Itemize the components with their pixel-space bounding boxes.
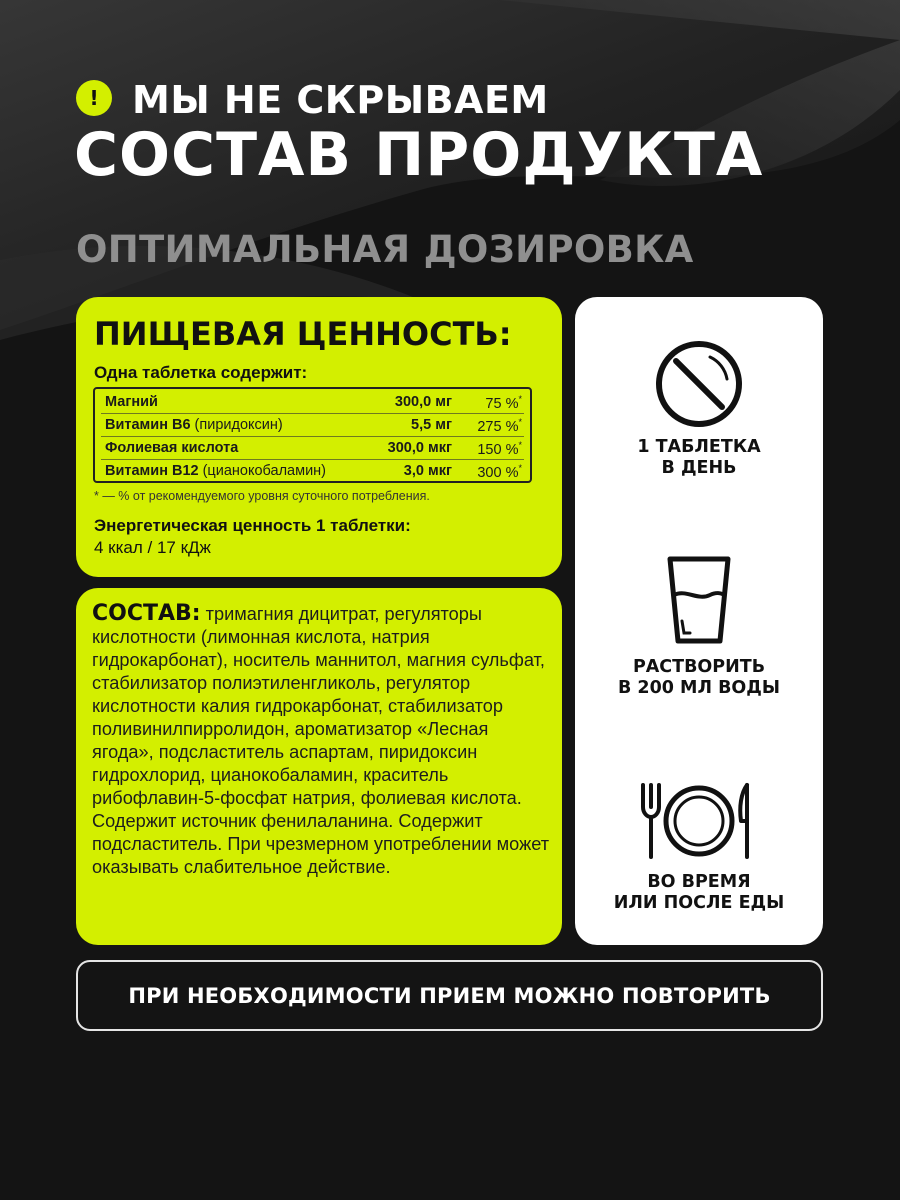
nutrition-title: ПИЩЕВАЯ ЦЕННОСТЬ:	[94, 315, 512, 353]
nutrient-amount: 5,5 мг	[411, 417, 452, 433]
dosage-subtitle: ОПТИМАЛЬНАЯ ДОЗИРОВКА	[76, 228, 694, 271]
nutrient-amount: 3,0 мкг	[403, 463, 452, 479]
composition-ingredients: тримагния дицитрат, регуляторы кислотности (лимонная кислота, натрия гидрокарбонат), носитель маннитол, магния сульфат, стабилизатор полиэтиленгликоль, регулятор кислотности калия гидрокарбонат, стабилизатор поливинилпирролидон, ароматизатор «Лесная ягода», подсластитель аспартам, пиридоксин гидрохлорид, цианокобаламин, краситель рибофлавин-5-фосфат натрия, фолиевая кислота. Содержит источник фенилаланина. Содержит подсластитель. При чрезмерном употреблении может оказывать слабительное действие.	[92, 604, 550, 877]
nutrition-row	[105, 460, 522, 482]
nutrient-percent: 300 %*	[477, 463, 522, 481]
alert-icon	[76, 80, 112, 116]
composition-label: СОСТАВ:	[92, 601, 201, 626]
energy-label: Энергетическая ценность 1 таблетки:	[94, 516, 411, 535]
headline-line-1: МЫ НЕ СКРЫВАЕМ	[132, 78, 549, 122]
composition-text	[92, 602, 554, 879]
nutrient-name: Магний	[105, 394, 158, 410]
nutrition-row	[105, 391, 522, 413]
glass-icon	[575, 555, 823, 647]
composition-card	[76, 588, 562, 945]
usage-label-dissolve: РАСТВОРИТЬ В 200 МЛ ВОДЫ	[617, 657, 781, 698]
nutrient-name: Фолиевая кислота	[105, 440, 239, 456]
nutrient-percent: 75 %*	[485, 394, 522, 412]
nutrient-percent: 275 %*	[477, 417, 522, 435]
alert-symbol: !	[89, 86, 99, 110]
nutrient-percent: 150 %*	[477, 440, 522, 458]
repeat-notice-banner	[76, 960, 823, 1031]
nutrition-table	[93, 387, 532, 483]
nutrient-name: Витамин В6 (пиридоксин)	[105, 417, 283, 433]
nutrition-card	[76, 297, 562, 577]
repeat-notice-text: ПРИ НЕОБХОДИМОСТИ ПРИЕМ МОЖНО ПОВТОРИТЬ	[128, 983, 771, 1008]
nutrient-name: Витамин В12 (цианокобаламин)	[105, 463, 327, 479]
nutrient-amount: 300,0 мг	[394, 394, 452, 410]
headline-line-2: СОСТАВ ПРОДУКТА	[74, 120, 764, 190]
energy-value: 4 ккал / 17 кДж	[94, 538, 211, 557]
nutrition-row	[105, 437, 522, 459]
nutrition-subtitle: Одна таблетка содержит:	[94, 363, 308, 382]
nutrition-footnote: * — % от рекомендуемого уровня суточного потребления.	[94, 489, 430, 503]
tablet-icon	[575, 339, 823, 429]
nutrition-row	[105, 414, 522, 436]
nutrient-amount: 300,0 мкг	[387, 440, 452, 456]
usage-label-tablet: 1 ТАБЛЕТКА В ДЕНЬ	[637, 437, 761, 478]
usage-card	[575, 297, 823, 945]
usage-label-meal: ВО ВРЕМЯ ИЛИ ПОСЛЕ ЕДЫ	[613, 872, 785, 913]
plate-cutlery-icon	[575, 781, 823, 861]
